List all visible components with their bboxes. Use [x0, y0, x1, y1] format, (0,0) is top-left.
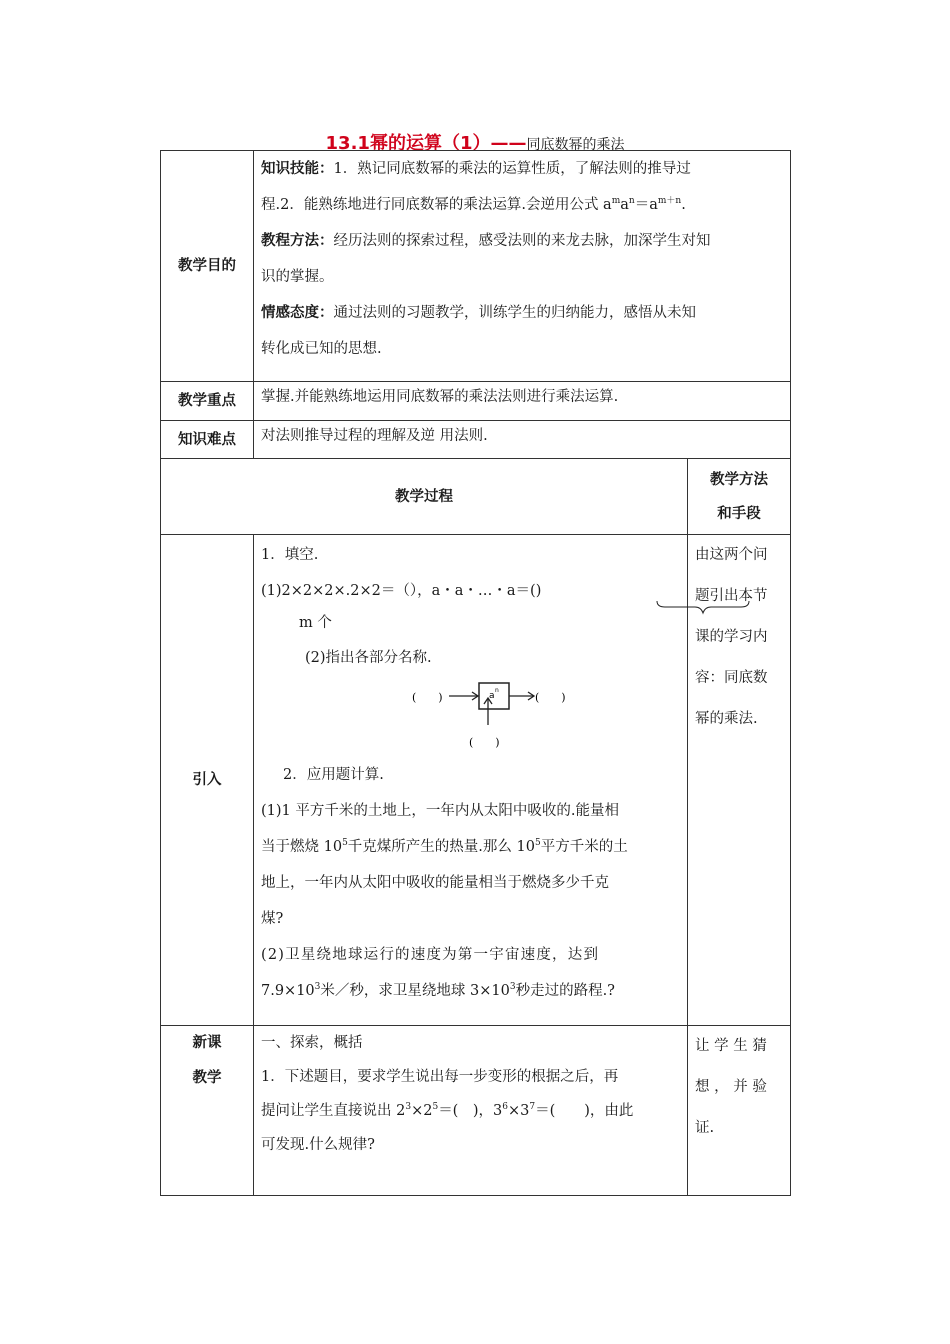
- line3-part-d: ×3: [507, 1103, 530, 1119]
- diagram-left-blank: ( ): [412, 691, 443, 704]
- key-point-row: [161, 382, 791, 421]
- intro-content: [254, 535, 688, 1026]
- q2-1-b-part2: 千克煤所产生的热量.那么 10: [347, 839, 535, 855]
- knowledge-label: 知识技能：: [261, 161, 334, 177]
- intro-header: 引入: [161, 535, 254, 1026]
- key-point-text: 掌握.并能熟练地运用同底数幂的乘法法则进行乘法运算.: [254, 382, 791, 421]
- line3-exp-4: 7: [529, 1102, 536, 1113]
- formula-exp-mn: m＋n: [657, 196, 682, 207]
- intro-method-line-4: 容：同底数: [695, 670, 768, 686]
- intro-q1-title: 1．填空.: [261, 547, 319, 563]
- underbrace: [655, 599, 751, 615]
- line3-exp-3: 6: [502, 1102, 508, 1113]
- intro-method-line-5: 幂的乘法.: [695, 711, 758, 727]
- line3-part-a: 提问让学生直接说出 2: [261, 1103, 406, 1119]
- intro-method-line-3: 课的学习内: [695, 629, 768, 645]
- method-line-2: 识的掌握。: [261, 269, 334, 285]
- attitude-line-2: 转化成已知的思想.: [261, 341, 382, 357]
- power-diagram: [261, 679, 680, 757]
- title-subtitle: 同底数幂的乘法: [526, 137, 625, 153]
- title-main: 13.1幂的运算（1）——: [325, 133, 527, 154]
- new-lesson-header-2: 教学: [192, 1070, 222, 1086]
- intro-q2-2-a: (2)卫星绕地球运行的速度为第一宇宙速度，达到: [261, 947, 600, 963]
- new-lesson-row: [161, 1026, 791, 1196]
- process-method-header: [688, 459, 791, 535]
- difficulty-text: 对法则推导过程的理解及逆 用法则.: [254, 421, 791, 459]
- line3-exp-2: 5: [432, 1102, 439, 1113]
- knowledge-text-1: 1．熟记同底数幂的乘法的运算性质，了解法则的推导过: [333, 161, 691, 177]
- intro-q1-part2: (2)指出各部分名称.: [305, 650, 432, 666]
- method-label: 教程方法：: [261, 233, 334, 249]
- knowledge-text-2c: ＝a: [634, 197, 658, 213]
- objectives-content: [254, 151, 791, 382]
- q2-1-b-part1: 当于燃烧 10: [261, 839, 343, 855]
- process-header-row: [161, 459, 791, 535]
- knowledge-line-2: [261, 187, 783, 223]
- formula-exp-m: m: [611, 196, 621, 207]
- knowledge-line-1: [261, 151, 783, 187]
- intro-method-line-2: 题引出本节: [695, 588, 768, 604]
- method-text-1: 经历法则的探索过程，感受法则的来龙去脉，加深学生对知: [333, 233, 711, 249]
- knowledge-text-2a: 程.2．能熟练地进行同底数幂的乘法运算.会逆用公式 a: [261, 197, 612, 213]
- new-lesson-method-2: 想 ， 并 验: [695, 1079, 767, 1095]
- method-header-line-2: 和手段: [717, 505, 761, 522]
- intro-q2-title: 2．应用题计算.: [283, 767, 384, 783]
- line3-part-b: ×2: [411, 1103, 433, 1119]
- key-point-header: 教学重点: [161, 382, 254, 421]
- intro-method-line-1: 由这两个问: [695, 547, 768, 563]
- difficulty-row: [161, 421, 791, 459]
- diagram-base: a: [489, 691, 495, 701]
- q2-2-b-exp2: 3: [509, 982, 516, 993]
- method-line-1: [261, 223, 783, 259]
- formula-exp-n: n: [628, 196, 635, 207]
- attitude-text-1: 通过法则的习题教学，训练学生的归纳能力，感悟从未知: [333, 305, 696, 321]
- new-lesson-line-4: 可发现.什么规律?: [261, 1137, 375, 1153]
- new-lesson-header-1: 新课: [192, 1035, 222, 1051]
- new-lesson-method-3: 证.: [695, 1120, 715, 1136]
- q2-2-b-part3: 秒走过的路程.?: [515, 983, 615, 999]
- process-header: 教学过程: [161, 459, 688, 535]
- q2-1-b-part3: 平方千米的土: [540, 839, 628, 855]
- new-lesson-line-3: [261, 1094, 680, 1128]
- new-lesson-method: [688, 1026, 791, 1196]
- line3-exp-1: 3: [405, 1102, 412, 1113]
- line3-part-f: ＝( )，由此: [535, 1103, 634, 1119]
- q2-1-b-exp2: 5: [534, 838, 541, 849]
- knowledge-text-2b: a: [620, 197, 629, 213]
- diagram-right-blank: ( ): [535, 691, 566, 704]
- new-lesson-method-1: 让 学 生 猜: [695, 1038, 767, 1054]
- intro-q2-1-d: 煤?: [261, 911, 284, 927]
- diagram-bottom-blank: ( ): [469, 736, 500, 749]
- intro-q1-m: m 个: [299, 615, 332, 631]
- diagram-exp: n: [495, 687, 499, 694]
- intro-q1-line: (1)2×2×2×.2×2＝（），a・a・…・a＝(): [261, 583, 542, 599]
- attitude-line-1: [261, 295, 783, 331]
- new-lesson-content: [254, 1026, 688, 1196]
- q2-2-b-part2: 米／秒，求卫星绕地球 3×10: [320, 983, 510, 999]
- new-lesson-line-1: 一、探索，概括: [261, 1035, 363, 1051]
- power-diagram-svg: [261, 679, 681, 757]
- lesson-plan-table: [160, 150, 791, 1196]
- objectives-row: [161, 151, 791, 382]
- method-header-line-1: 教学方法: [710, 471, 768, 488]
- q2-2-b-part1: 7.9×10: [261, 983, 315, 999]
- attitude-label: 情感态度：: [261, 305, 334, 321]
- new-lesson-line-2: 1．下述题目，要求学生说出每一步变形的根据之后，再: [261, 1069, 619, 1085]
- knowledge-text-2d: .: [681, 197, 686, 213]
- new-lesson-header: [161, 1026, 254, 1196]
- intro-q2-1-b: [261, 829, 680, 865]
- objectives-header: 教学目的: [161, 151, 254, 382]
- line3-part-c: ＝( )，3: [438, 1103, 503, 1119]
- difficulty-header: 知识难点: [161, 421, 254, 459]
- q2-1-b-exp1: 5: [342, 838, 348, 849]
- intro-q2-1-c: 地上，一年内从太阳中吸收的能量相当于燃烧多少千克: [261, 875, 609, 891]
- intro-q2-2-b: [261, 973, 680, 1009]
- intro-row: [161, 535, 791, 1026]
- q2-2-b-exp1: 3: [314, 982, 321, 993]
- intro-q2-1-a: (1)1 平方千米的土地上，一年内从太阳中吸收的.能量相: [261, 803, 619, 819]
